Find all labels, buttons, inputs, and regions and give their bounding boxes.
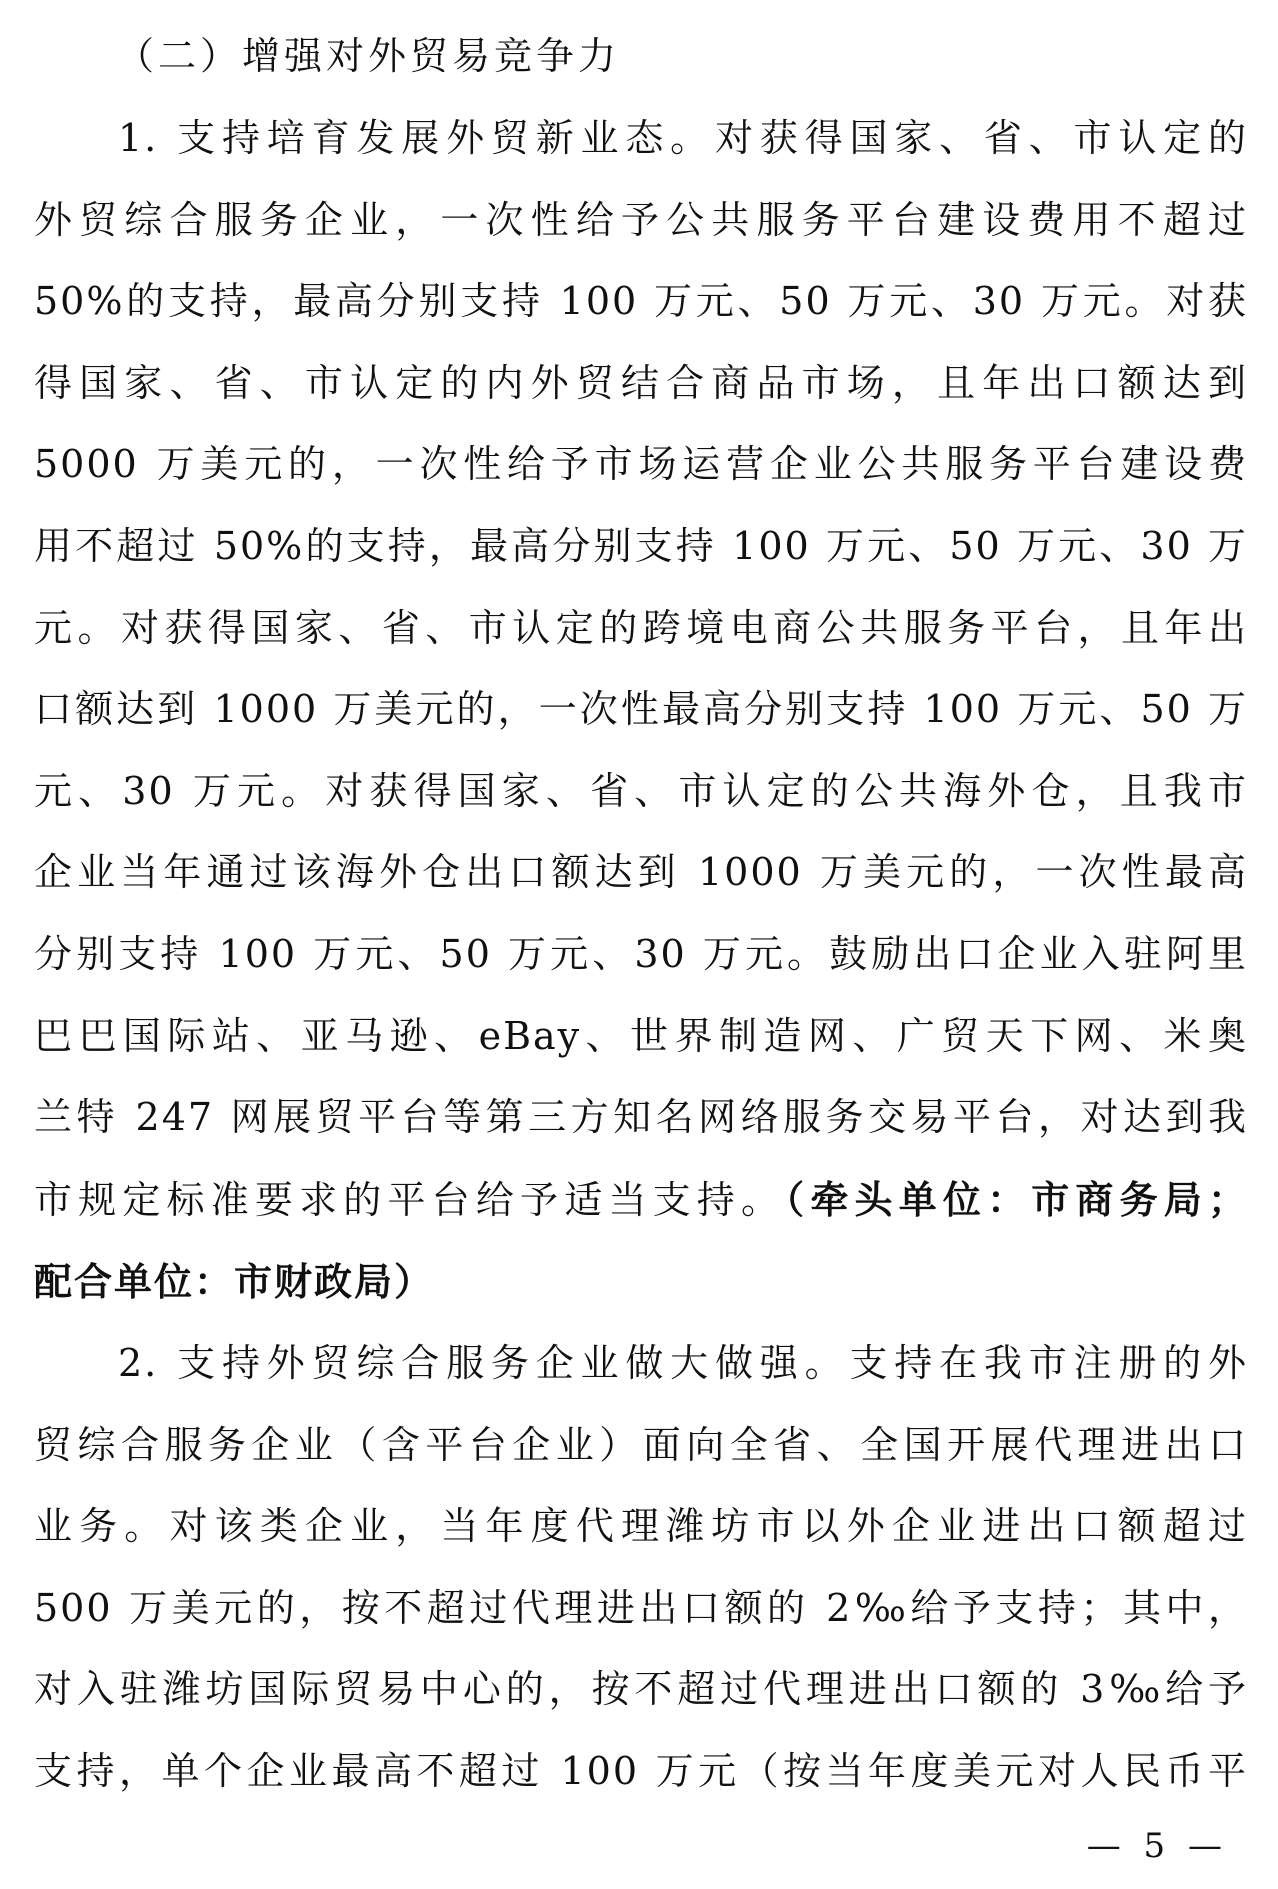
paragraph-1-line: 企业当年通过该海外仓出口额达到 1000 万美元的，一次性最高 [34,850,1248,895]
paragraph-1-text: 市规定标准要求的平台给予适当支持。 [34,1177,786,1222]
paragraph-1-line: 口额达到 1000 万美元的，一次性最高分别支持 100 万元、50 万 [34,687,1248,732]
paragraph-1-line: 用不超过 50%的支持，最高分别支持 100 万元、50 万元、30 万 [34,523,1248,568]
paragraph-2-line: 贸综合服务企业（含平台企业）面向全省、全国开展代理进出口 [34,1422,1248,1467]
paragraph-2-line: 业务。对该类企业，当年度代理潍坊市以外企业进出口额超过 [34,1504,1248,1549]
paragraph-2 [34,1323,1248,1813]
paragraph-1-line [34,1159,1248,1242]
paragraph-1-line: 巴巴国际站、亚马逊、eBay、世界制造网、广贸天下网、米奥 [34,1013,1248,1058]
paragraph-1-line: 50%的支持，最高分别支持 100 万元、50 万元、30 万元。对获 [34,279,1248,324]
paragraph-1-line: 兰特 247 网展贸平台等第三方知名网络服务交易平台，对达到我 [34,1095,1248,1140]
paragraph-1-line: 分别支持 100 万元、50 万元、30 万元。鼓励出口企业入驻阿里 [34,931,1248,976]
paragraph-1-line: 5000 万美元的，一次性给予市场运营企业公共服务平台建设费 [34,442,1248,487]
section-heading: （二）增强对外贸易竞争力 [116,34,621,78]
paragraph-1 [34,98,1248,1323]
paragraph-1-line: 元、30 万元。对获得国家、省、市认定的公共海外仓，且我市 [34,768,1248,813]
paragraph-1-line: 得国家、省、市认定的内外贸结合商品市场，且年出口额达到 [34,360,1248,405]
page-number: — 5 — [1086,1826,1228,1866]
paragraph-2-line: 2. 支持外贸综合服务企业做大做强。支持在我市注册的外 [118,1340,1248,1385]
lead-unit-label: （牵头单位：市商务局； [785,1176,1248,1222]
paragraph-2-line: 500 万美元的，按不超过代理进出口额的 2‰给予支持；其中， [34,1585,1248,1630]
paragraph-1-line: 1. 支持培育发展外贸新业态。对获得国家、省、市认定的 [118,116,1248,160]
paragraph-2-line: 对入驻潍坊国际贸易中心的，按不超过代理进出口额的 3‰给予 [34,1667,1248,1712]
paragraph-1-line: 元。对获得国家、省、市认定的跨境电商公共服务平台，且年出 [34,605,1248,650]
cooperating-unit-label: 配合单位：市财政局） [34,1259,435,1305]
paragraph-1-line: 外贸综合服务企业，一次性给予公共服务平台建设费用不超过 [34,197,1248,242]
paragraph-2-line: 支持，单个企业最高不超过 100 万元（按当年度美元对人民币平 [34,1748,1248,1793]
